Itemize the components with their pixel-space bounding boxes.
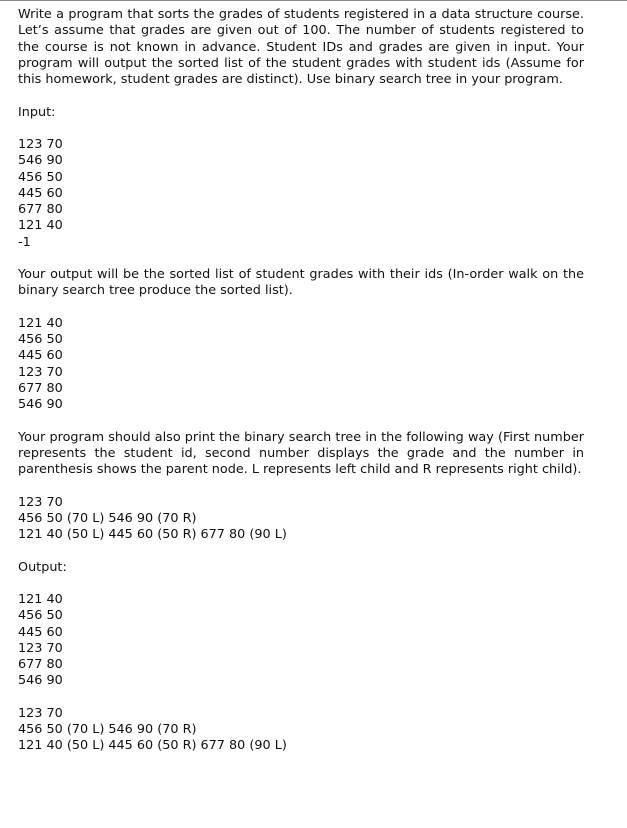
sorted-example: [18, 316, 584, 414]
output-tree-line: 121 40 (50 L) 445 60 (50 R) 677 80 (90 L): [18, 738, 287, 754]
spacer: [18, 413, 584, 429]
output-description: Your output will be the sorted list of student grades with their ids (In-order walk on the binary search tree produce the sorted list).: [18, 267, 584, 299]
output-sorted-line: 445 60: [18, 624, 63, 640]
input-line: 123 70: [18, 137, 63, 152]
spacer: [18, 690, 584, 706]
input-line: 546 90: [18, 153, 63, 169]
input-line: 121 40: [18, 218, 63, 234]
sorted-line: 123 70: [18, 364, 63, 380]
spacer: [18, 478, 584, 494]
output-tree-line: 456 50 (70 L) 546 90 (70 R): [18, 722, 197, 737]
assignment-document: [18, 7, 584, 755]
output-tree-example: [18, 706, 584, 755]
spacer: [18, 576, 584, 592]
output-tree-line: 123 70: [18, 705, 63, 721]
intro-paragraph: Write a program that sorts the grades of students registered in a data structure course. Let’s assume that grades are given out of 100. The number of students registered to the course is not known in advance. Student IDs and grades are given in input. Your program will output the sorted list of the student grades with student ids (Assume for this homework, student grades are distinct). Use binary search tree in your program.: [18, 7, 584, 87]
input-line: 677 80: [18, 202, 63, 217]
sorted-line: 546 90: [18, 397, 63, 412]
tree-description: Your program should also print the binary search tree in the following way (First number represents the student id, second number displays the grade and the number in parenthesis shows the parent node. L represents left child and R represents right child).: [18, 429, 584, 477]
top-divider: [0, 0, 627, 1]
input-example: [18, 137, 584, 251]
tree-line: 121 40 (50 L) 445 60 (50 R) 677 80 (90 L): [18, 527, 287, 542]
sorted-line: 456 50: [18, 332, 63, 347]
input-line: -1: [18, 234, 31, 250]
output-sorted-line: 121 40: [18, 592, 63, 607]
output-sorted-example: [18, 592, 584, 690]
input-line: 456 50: [18, 169, 63, 185]
output-sorted-line: 677 80: [18, 657, 63, 672]
spacer: [18, 88, 584, 104]
tree-line: 123 70: [18, 494, 63, 510]
output-sorted-line: 546 90: [18, 673, 63, 689]
input-label: Input:: [18, 104, 56, 120]
sorted-line: 445 60: [18, 348, 63, 364]
tree-line: 456 50 (70 L) 546 90 (70 R): [18, 510, 197, 526]
output-sorted-line: 123 70: [18, 640, 63, 656]
input-line: 445 60: [18, 185, 63, 201]
output-sorted-line: 456 50: [18, 608, 63, 624]
spacer: [18, 300, 584, 316]
spacer: [18, 121, 584, 137]
spacer: [18, 543, 584, 559]
spacer: [18, 251, 584, 267]
sorted-line: 121 40: [18, 315, 63, 331]
output-label: Output:: [18, 559, 67, 575]
sorted-line: 677 80: [18, 380, 63, 396]
tree-example: [18, 495, 584, 544]
